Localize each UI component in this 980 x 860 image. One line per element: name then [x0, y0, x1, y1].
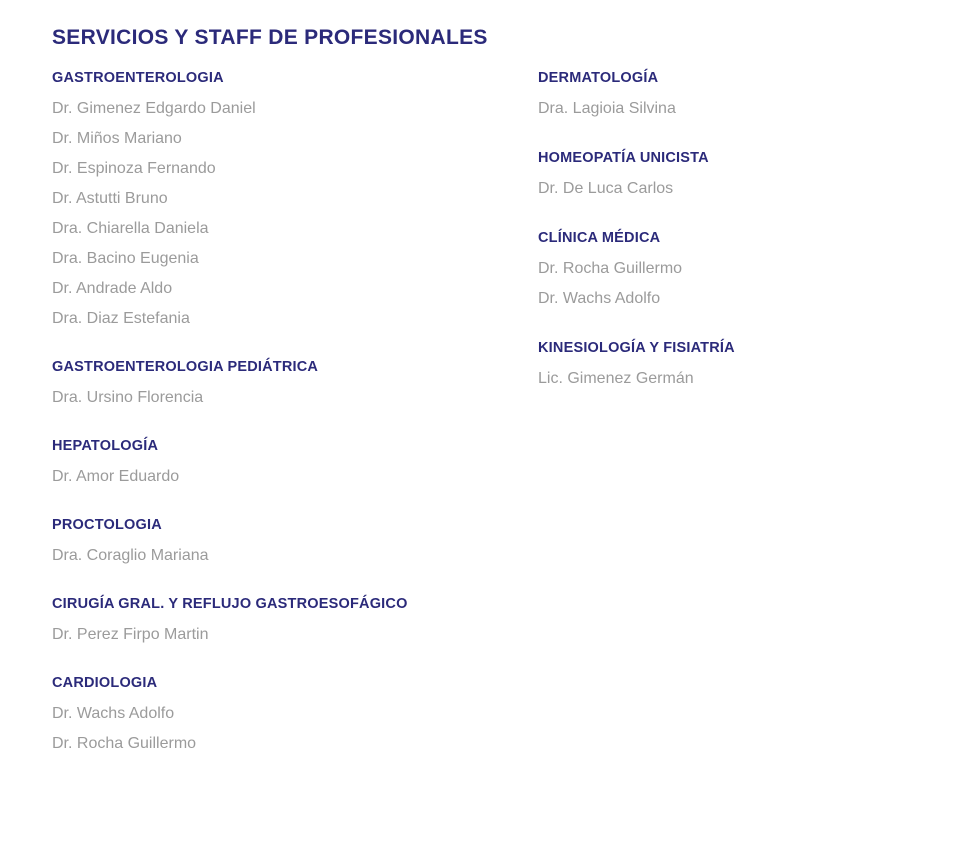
service-section-title: HOMEOPATÍA UNICISTA	[538, 150, 709, 166]
professional-name: Dr. Miños Mariano	[52, 130, 182, 147]
professional-name: Dr. Espinoza Fernando	[52, 160, 216, 177]
professional-name: Dr. Andrade Aldo	[52, 280, 173, 297]
service-section-title: CIRUGÍA GRAL. Y REFLUJO GASTROESOFÁGICO	[52, 596, 408, 612]
service-section	[538, 150, 958, 204]
professional-name: Dra. Chiarella Daniela	[52, 220, 209, 237]
professional-name: Lic. Gimenez Germán	[538, 370, 694, 387]
professional-name: Dr. Wachs Adolfo	[52, 705, 175, 722]
service-section	[52, 359, 522, 413]
service-section	[52, 675, 522, 759]
professional-name: Dr. De Luca Carlos	[538, 180, 674, 197]
page-title: SERVICIOS Y STAFF DE PROFESIONALES	[52, 26, 488, 49]
professional-name: Dra. Diaz Estefania	[52, 310, 190, 327]
professional-name: Dr. Wachs Adolfo	[538, 290, 661, 307]
service-section-title: GASTROENTEROLOGIA PEDIÁTRICA	[52, 359, 319, 375]
professional-name: Dra. Bacino Eugenia	[52, 250, 199, 267]
professional-name: Dra. Coraglio Mariana	[52, 547, 209, 564]
service-section	[538, 230, 958, 314]
professional-name: Dr. Amor Eduardo	[52, 468, 180, 485]
service-section-title: HEPATOLOGÍA	[52, 438, 159, 454]
service-section-title: GASTROENTEROLOGIA	[52, 70, 224, 86]
professional-name: Dr. Perez Firpo Martin	[52, 626, 209, 643]
service-section	[52, 596, 522, 650]
professional-name: Dra. Ursino Florencia	[52, 389, 204, 406]
left-column	[52, 70, 522, 784]
professional-name: Dr. Astutti Bruno	[52, 190, 168, 207]
professional-name: Dr. Rocha Guillermo	[52, 735, 197, 752]
service-section	[52, 438, 522, 492]
service-section	[52, 517, 522, 571]
service-section-title: DERMATOLOGÍA	[538, 70, 659, 86]
right-column	[538, 70, 958, 394]
service-section	[538, 340, 958, 394]
service-section	[52, 70, 522, 334]
service-section-title: CARDIOLOGIA	[52, 675, 158, 691]
service-section-title: CLÍNICA MÉDICA	[538, 230, 661, 246]
professional-name: Dra. Lagioia Silvina	[538, 100, 676, 117]
professional-name: Dr. Rocha Guillermo	[538, 260, 683, 277]
service-section-title: PROCTOLOGIA	[52, 517, 162, 533]
professional-name: Dr. Gimenez Edgardo Daniel	[52, 100, 256, 117]
service-section	[538, 70, 958, 124]
service-section-title: KINESIOLOGÍA Y FISIATRÍA	[538, 340, 735, 356]
